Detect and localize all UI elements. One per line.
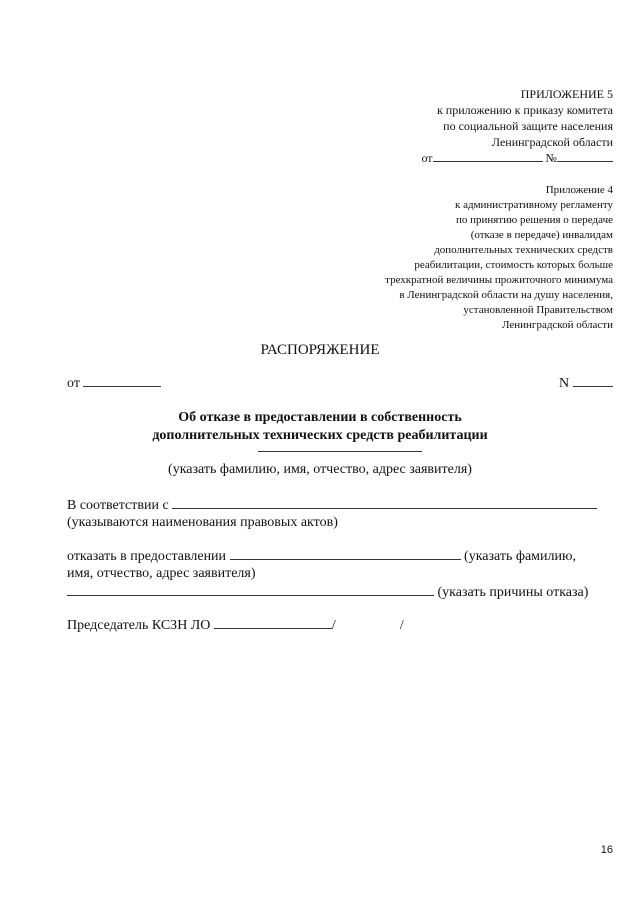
reason-hint: (указать причины отказа) [437,585,589,600]
refuse-hint-a: (указать фамилию, [464,549,576,564]
signature-blank [214,617,332,629]
appendix5-date-number [421,150,613,166]
appendix5-line2: по социальной защите населения [443,119,613,133]
basis-hint: (указываются наименования правовых актов) [67,515,338,530]
order-date-blank [83,375,161,387]
signature-line [67,617,404,634]
signature-label: Председатель КСЗН ЛО [67,618,211,633]
appendix5-title: ПРИЛОЖЕНИЕ 5 [520,87,613,101]
refuse-prefix: отказать в предоставлении [67,549,227,564]
basis-prefix: В соответствии с [67,498,169,513]
reason-line [67,584,588,601]
order-number [559,375,613,392]
appendix5-line1: к приложению к приказу комитета [436,103,613,117]
appendix4-line: в Ленинградской области на душу населения, [399,289,613,301]
appendix5-number-blank [557,150,613,162]
applicant-blank [258,451,422,452]
appendix5-date-blank [433,150,543,162]
basis-blank [172,497,597,509]
appendix4-title: Приложение 4 [545,184,613,196]
appendix4-line: по принятию решения о передаче [455,214,613,226]
reason-blank [67,584,434,596]
refuse-hint-b: имя, отчество, адрес заявителя) [67,566,256,581]
appendix4-line: к административному регламенту [455,199,613,211]
applicant-hint: (указать фамилию, имя, отчество, адрес заявителя) [168,462,472,477]
signature-sep2: / [399,618,404,633]
signature-sep1: / [331,618,336,633]
appendix4-line: реабилитации, стоимость которых больше [414,259,613,271]
appendix4-line: Ленинградской области [502,319,613,331]
document-heading: РАСПОРЯЖЕНИЕ [260,342,380,358]
refuse-blank [230,548,461,560]
page-number: 16 [600,844,613,856]
basis-line [67,497,597,514]
subject-line2: дополнительных технических средств реабилитации [152,428,488,443]
order-date-prefix: от [67,376,80,391]
appendix5-date-prefix: от [421,151,433,165]
subject-line1: Об отказе в предоставлении в собственность [178,410,462,425]
appendix4-line: установленной Правительством [463,304,613,316]
order-date [67,375,161,392]
appendix4-line: дополнительных технических средств [434,244,613,256]
appendix4-line: трехкратной величины прожиточного минимума [385,274,613,286]
order-number-blank [573,375,613,387]
order-number-prefix: N [559,376,570,391]
refuse-line [67,548,576,565]
appendix5-line3: Ленинградской области [491,135,613,149]
appendix5-number-prefix: № [545,151,557,165]
appendix4-line: (отказе в передаче) инвалидам [470,229,613,241]
